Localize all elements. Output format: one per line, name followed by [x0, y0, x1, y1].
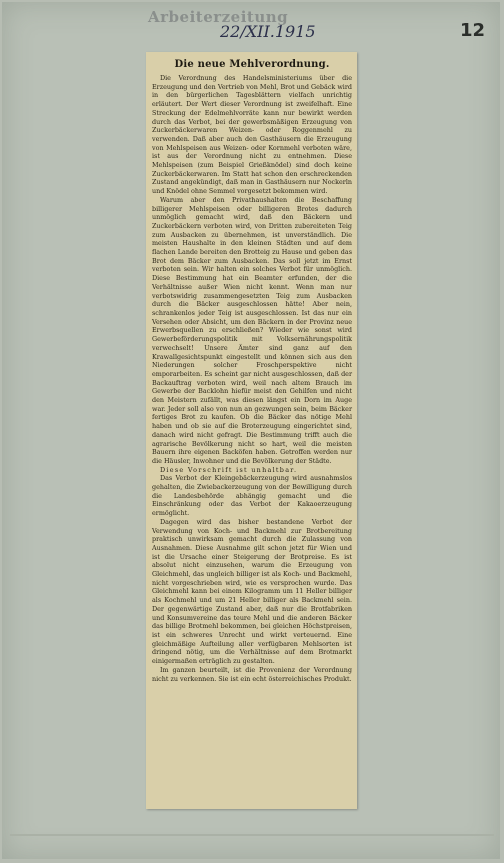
article-paragraph: Dagegen wird das bisher bestandene Verbot der Verwendung von Koch- und Backmehl zur Brotbereitung praktisch unwirksam gemacht durch die Zulassung von Ausnahmen. Diese Ausnahme gilt schon jetzt für Wien und ist die Ursache einer Steigerung der Brotpreise. Es ist absolut nicht einzusehen, warum die Erzeugung von Gleichmehl, das ungleich billiger ist als Koch- und Backmehl, nicht vorgeschrieben wird, wie es versprochen wurde. Das Gleichmehl kann bei einem Kilogramm um 11 Heller billiger als Kochmehl und um 21 Heller billiger als Backmehl sein. Der gegenwärtige Zustand aber, daß nur die Brotfabriken und Konsumvereine das teure Mehl und die anderen Bäcker das billige Brotmehl bekommen, bei gleichen Höchstpreisen, ist ein schweres Unrecht und wirkt verteuernd. Eine gleichmäßige Aufteilung aller verfügbaren Mehlsorten ist dringend nötig, um die Verhältnisse auf dem Brotmarkt einigermaßen erträglich zu gestalten. — [152, 517, 352, 666]
newspaper-stamp: Arbeiterzeitung — [148, 8, 289, 26]
article-title: Die neue Mehlverordnung. — [174, 59, 330, 70]
newspaper-clipping — [146, 52, 357, 809]
article-body — [152, 74, 352, 683]
article-paragraph-emphasis: Diese Vorschrift ist unhaltbar. — [160, 465, 298, 474]
sheet-edge — [10, 834, 494, 836]
article-paragraph: Im ganzen beurteilt, ist die Provenienz der Verordnung nicht zu verkennen. Sie ist ein echt österreichisches Produkt. — [152, 665, 352, 683]
article-paragraph: Die Verordnung des Handelsministeriums über die Erzeugung und den Vertrieb von Mehl, Brot und Gebäck wird in den bürgerlichen Tagesblättern vielfach unrichtig erläutert. Der Wert dieser Verordnung ist zweifelhaft. Eine Streckung der Edelmehlvorräte kann nur bewirkt werden durch das Verbot, bei der gewerbsmäßigen Erzeugung von Zuckerbäckerwaren Weizen- oder Roggenmehl zu verwenden. Daß aber auch den Gasthäusern die Erzeugung von Mehlspeisen aus Weizen- oder Kornmehl verboten wäre, ist aus der Verordnung nicht zu entnehmen. Diese Mehlspeisen (zum Beispiel Grießknödel) sind doch keine Zuckerbäckerwaren. Im Statt hat schon den erschreckenden Zustand angekündigt, daß man in Gasthäusern nur Nockerln und Knödel ohne Semmel vorgesetzt bekommen wird. — [152, 74, 352, 196]
page-number: 12 — [460, 20, 486, 41]
archive-sheet — [2, 2, 500, 859]
article-paragraph: Warum aber den Privathaushalten die Beschaffung billigerer Mehlspeisen oder billigeren Brotes dadurch unmöglich gemacht wird, daß den Bäckern und Zuckerbäckern verboten wird, von Dritten zubereiteten Teig zum Ausbacken zu übernehmen, ist unverständlich. Die meisten Haushalte in den kleinen Städten und auf dem flachen Lande bereiten den Brotteig zu Hause und geben das Brot dem Bäcker zum Ausbacken. Das soll jetzt im Ernst verboten sein. Wir halten ein solches Verbot für unmöglich. Diese Bestimmung hat ein Beamter erfunden, der die Verhältnisse außer Wien nicht kennt. Wenn man nur verbotswidrig zusammengesetzten Teig zum Ausbacken durch die Bäcker ausgeschlossen hätte! Aber nein, schrankenlos jeder Teig ist ausgeschlossen. Ist das nur ein Versehen oder Absicht, um den Bäckern in der Provinz neue Erwerbsquellen zu erschließen? Wieder wie sonst wird Gewerbeförderungspolitik mit Volksernährungspolitik verwechselt! Unsere Ämter sind ganz auf den Krawallgesichtspunkt eingestellt und können sich aus den Niederungen solcher Froschperspektive nicht emporarbeiten. Es scheint gar nicht ausgeschlossen, daß der Backauftrag verboten wird, weil nach altem Brauch im Gewerbe der Backlohn hiefür meist den Gehilfen und nicht den Meistern zufällt, was diesen längst ein Dorn im Auge war. Jeder soll also von nun an gezwungen sein, beim Bäcker fertiges Brot zu kaufen. Ob die Bäcker das nötige Mehl haben und ob sie auf die Broterzeugung eingerichtet sind, danach wird nicht gefragt. Die Bestimmung trifft auch die agrarische Bevölkerung nicht so hart, weil die meisten Bauern ihre eigenen Backöfen haben. Getroffen werden nur die Häusler, Inwohner und die Bevölkerung der Städte. — [152, 195, 352, 465]
article-paragraph: Das Verbot der Kleingebäckerzeugung wird ausnahmslos gehalten, die Zwiebackerzeugung von der Bewilligung durch die Landesbehörde abhängig gemacht und die Einschränkung oder das Verbot der Kakaoerzeugung ermöglicht. — [152, 474, 352, 518]
handwritten-date: 22/XII.1915 — [220, 22, 316, 41]
